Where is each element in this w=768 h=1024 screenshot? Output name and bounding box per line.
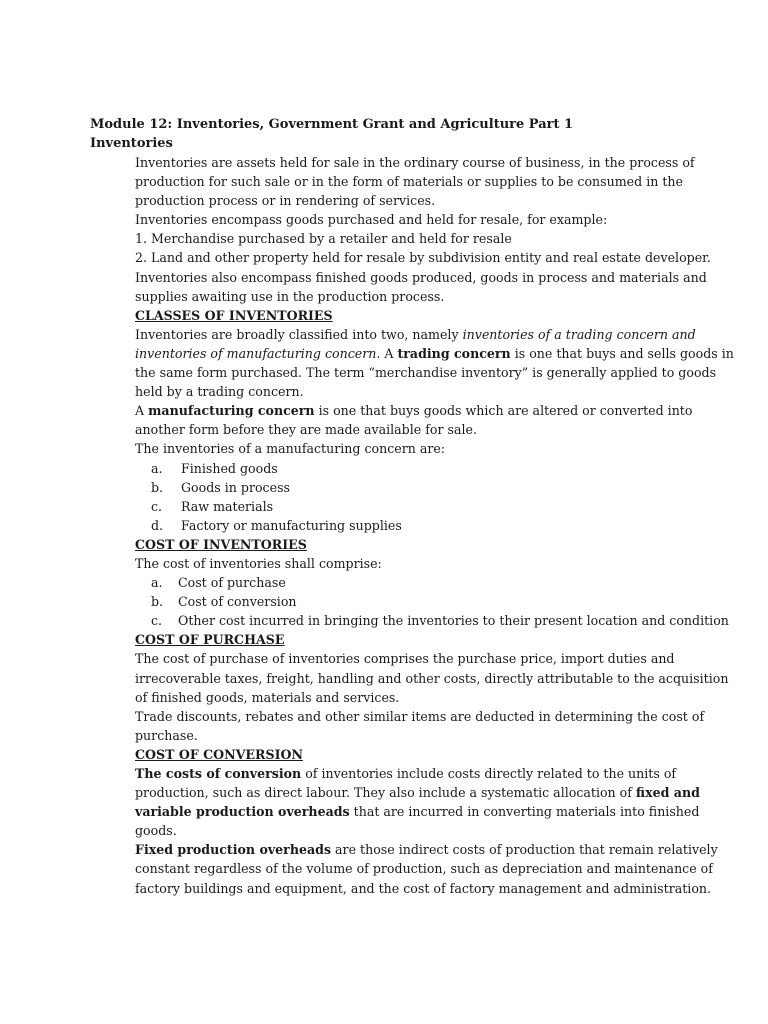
list-item: d. Factory or manufacturing supplies: [151, 517, 402, 533]
list-item: b. Goods in process: [151, 479, 290, 495]
document-body: [135, 153, 735, 898]
discount-paragraph: Trade discounts, rebates and other similar items are deducted in determining the cost of purchase.: [135, 708, 705, 743]
cost-components-list: [135, 573, 735, 630]
module-title: Module 12: Inventories, Government Grant and Agriculture Part 1: [90, 117, 574, 132]
manufacturing-list-intro: The inventories of a manufacturing concern are:: [135, 441, 446, 457]
intro-list-item: 2. Land and other property held for resale by subdivision entity and real estate developer.: [135, 250, 711, 266]
cost-heading: COST OF INVENTORIES: [135, 536, 307, 552]
list-item: c. Other cost incurred in bringing the inventories to their present location and condition: [151, 613, 729, 629]
title-block: [90, 115, 730, 153]
list-item: a. Cost of purchase: [151, 575, 286, 591]
manufacturing-paragraph: A manufacturing concern is one that buys goods which are altered or converted into another form before they are made available for sale.: [135, 403, 693, 438]
list-item: a. Finished goods: [151, 460, 278, 476]
intro-list-item: 1. Merchandise purchased by a retailer and held for resale: [135, 231, 512, 247]
list-item: c. Raw materials: [151, 498, 274, 514]
classes-paragraph: Inventories are broadly classified into two, namely inventories of a trading concern and inventories of manufacturing concern. A trading concern is one that buys and sells goods in the same form purchased. The term “merchandise inventory” is generally applied to goods held by a trading concern.: [135, 326, 734, 400]
cost-paragraph: The cost of inventories shall comprise:: [135, 555, 382, 571]
fixed-overheads-paragraph: Fixed production overheads are those indirect costs of production that remain relatively constant regardless of the volume of production, such as depreciation and maintenance of factory buildings and equipment, and the cost of factory management and administration.: [135, 842, 718, 896]
conversion-paragraph: The costs of conversion of inventories include costs directly related to the units of production, such as direct labour. They also include a systematic allocation of fixed and variable production overheads that are incurred in converting materials into finished goods.: [135, 766, 700, 839]
section-title: Inventories: [90, 136, 173, 151]
intro-paragraph: Inventories are assets held for sale in the ordinary course of business, in the process of production for such sale or in the form of materials or supplies to be consumed in the production process or in rendering of services.: [135, 155, 695, 209]
intro-paragraph: Inventories also encompass finished goods produced, goods in process and materials and supplies awaiting use in the production process.: [135, 269, 707, 304]
classes-heading: CLASSES OF INVENTORIES: [135, 307, 333, 323]
intro-paragraph: Inventories encompass goods purchased and held for resale, for example:: [135, 212, 608, 228]
purchase-paragraph: The cost of purchase of inventories comprises the purchase price, import duties and irrecoverable taxes, freight, handling and other costs, directly attributable to the acquisition of finished goods, materials and services.: [135, 651, 729, 705]
list-item: b. Cost of conversion: [151, 594, 297, 610]
purchase-heading: COST OF PURCHASE: [135, 632, 285, 648]
conversion-heading: COST OF CONVERSION: [135, 746, 303, 762]
manufacturing-inventory-list: [135, 459, 735, 535]
